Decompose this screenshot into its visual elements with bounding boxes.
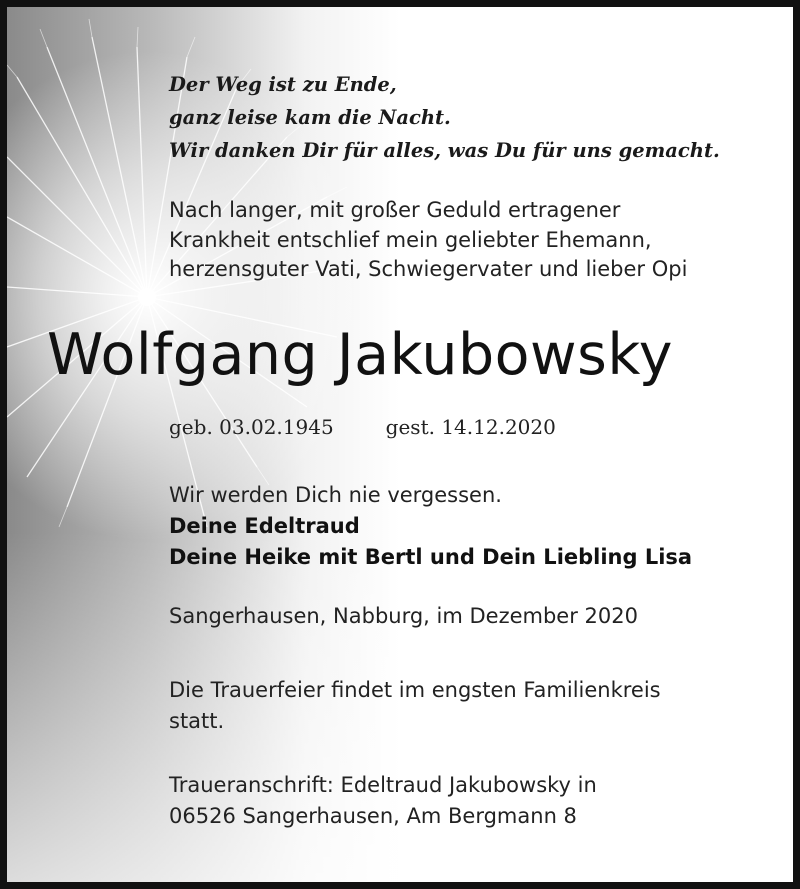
deceased-name: Wolfgang Jakubowsky bbox=[47, 322, 674, 388]
poem-line: ganz leise kam die Nacht. bbox=[169, 106, 451, 129]
intro-line: Nach langer, mit großer Geduld ertragener bbox=[169, 198, 621, 222]
poem-line: Wir danken Dir für alles, was Du für uns gemacht. bbox=[169, 139, 720, 162]
address-line: 06526 Sangerhausen, Am Bergmann 8 bbox=[169, 804, 577, 828]
mourner-family: Deine Heike mit Bertl und Dein Liebling Lisa bbox=[169, 545, 693, 569]
death-date: gest. 14.12.2020 bbox=[385, 415, 556, 439]
intro-text bbox=[169, 196, 687, 285]
funeral-note bbox=[169, 675, 661, 737]
life-dates bbox=[169, 412, 556, 442]
address-line: Traueranschrift: Edeltraud Jakubowsky in bbox=[169, 773, 597, 797]
poem bbox=[169, 68, 720, 167]
farewell-line: Wir werden Dich nie vergessen. bbox=[169, 483, 502, 507]
intro-line: Krankheit entschlief mein geliebter Ehemann, bbox=[169, 227, 652, 252]
place-date bbox=[169, 601, 638, 632]
mourner-name: Deine Edeltraud bbox=[169, 514, 360, 538]
poem-line: Der Weg ist zu Ende, bbox=[169, 73, 397, 96]
funeral-note-line: Die Trauerfeier findet im engsten Familienkreis bbox=[169, 678, 661, 702]
obituary-content bbox=[7, 7, 793, 882]
funeral-note-line: statt. bbox=[169, 709, 225, 733]
birth-date: geb. 03.02.1945 bbox=[169, 415, 334, 439]
place-date-text: Sangerhausen, Nabburg, im Dezember 2020 bbox=[169, 604, 638, 628]
mourning-address bbox=[169, 770, 597, 832]
intro-line: herzensguter Vati, Schwiegervater und lieber Opi bbox=[169, 257, 688, 281]
mourners bbox=[169, 480, 692, 573]
